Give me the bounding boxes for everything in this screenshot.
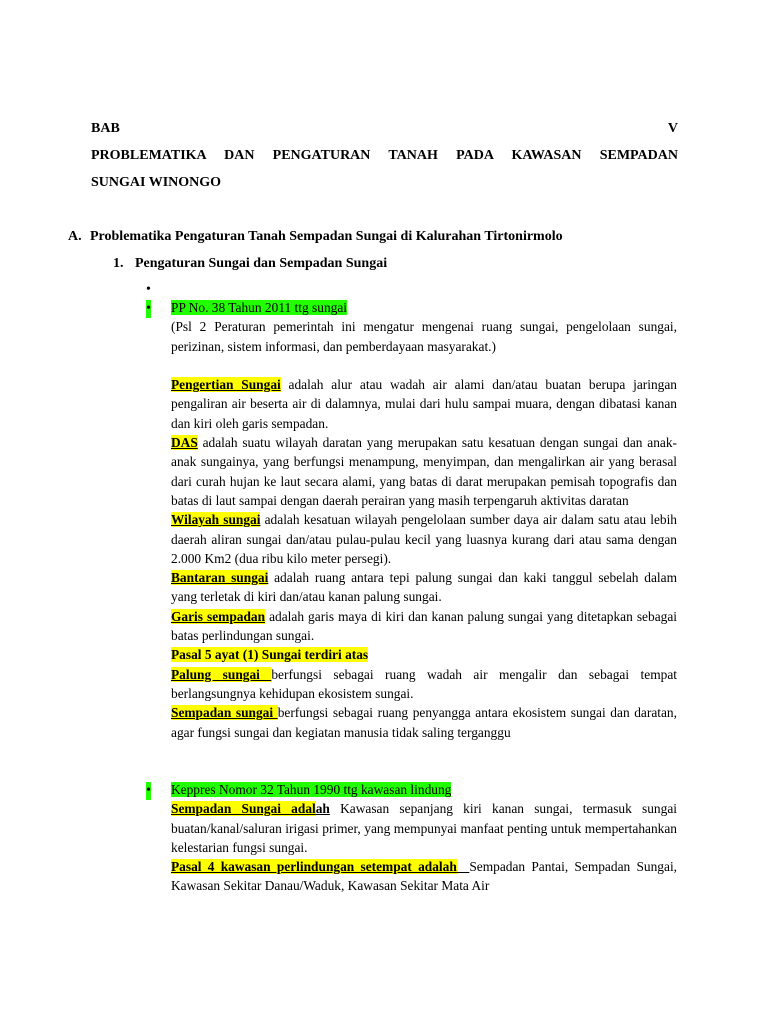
definition-term: DAS [171, 435, 198, 451]
block2-heading: Keppres Nomor 32 Tahun 1990 ttg kawasan lindung [171, 782, 452, 797]
subsection-1-marker: 1. [113, 256, 124, 271]
section-a-marker: A. [68, 229, 82, 244]
pasal5-heading [171, 645, 677, 664]
palung-paragraph [171, 665, 677, 704]
definition-text: adalah ruang antara tepi palung sungai dan kaki tanggul sebelah dalam yang terletak di kiri dan/atau kanan palung sungai. [171, 570, 677, 605]
pasal4-spacer [457, 859, 470, 874]
bullet-block1: • [146, 301, 151, 316]
chapter-title-line1: PROBLEMATIKA DAN PENGATURAN TANAH PADA KAWASAN SEMPADAN [91, 148, 678, 163]
pasal5-text: Pasal 5 ayat (1) Sungai terdiri atas [171, 647, 369, 663]
block1-heading: PP No. 38 Tahun 2011 ttg sungai [171, 300, 347, 315]
pasal4-text: Sempadan Pantai, Sempadan Sungai, Kawasan Sekitar Danau/Waduk, Kawasan Sekitar Mata Air [171, 859, 678, 894]
sempadan-text: berfungsi sebagai ruang penyangga antara ekosistem sungai dan daratan, agar fungsi sungai dan kegiatan manusia tidak saling terganggu [171, 705, 677, 740]
pasal4-term: Pasal 4 kawasan perlindungan setempat adalah [171, 859, 457, 875]
block2-definition [171, 799, 677, 857]
definition-term: Pengertian Sungai [171, 377, 281, 393]
section-a-heading [68, 228, 563, 246]
definition-paragraph [171, 568, 677, 607]
subsection-1-title: Pengaturan Sungai dan Sempadan Sungai [135, 256, 388, 271]
definition-paragraph [171, 510, 677, 568]
chapter-number: V [667, 121, 678, 136]
definition-term: Garis sempadan [171, 608, 266, 624]
definition-text: adalah suatu wilayah daratan yang merupakan satu kesatuan dengan sungai dan anak-anak sungainya, yang berfungsi menampung, menyimpan, dan mengalirkan air yang berasal dari curah hujan ke laut secara alami, yang batas di darat merupakan pemisah topografis dan batas di laut sampai dengan daerah perairan yang masih terpengaruh aktivitas daratan [171, 435, 677, 508]
block2-definition-text: Kawasan sepanjang kiri kanan sungai, termasuk sungai buatan/kanal/saluran irigasi primer, yang mempunyai manfaat penting untuk mempertahankan kelestarian fungsi sungai. [171, 801, 677, 855]
chapter-label-row [91, 120, 678, 138]
empty-bullet: • [146, 282, 151, 297]
definition-term: Wilayah sungai [171, 512, 261, 528]
block2-content [171, 780, 677, 896]
definition-text: adalah kesatuan wilayah pengelolaan sumber daya air dalam satu atau lebih daerah aliran sungai dan/atau pulau-pulau kecil yang luasnya kurang dari atau sama dengan 2.000 Km2 (dua ribu kilo meter persegi). [171, 512, 677, 566]
sempadan-term: Sempadan sungai [171, 705, 278, 721]
block2-term-highlighted: Sempadan Sungai adal [171, 801, 316, 817]
definition-text: adalah garis maya di kiri dan kanan palung sungai yang ditetapkan sebagai batas perlindungan sungai. [171, 608, 678, 644]
block1-intro: (Psl 2 Peraturan pemerintah ini mengatur mengenai ruang sungai, pengelolaan sungai, perizinan, sistem informasi, dan pemberdayaan masyarakat.) [171, 319, 677, 354]
sempadan-paragraph [171, 703, 677, 742]
block1-content [171, 298, 677, 742]
chapter-title-line2: SUNGAI WINONGO [91, 175, 222, 190]
chapter-label: BAB [91, 121, 120, 136]
block2-term-rest: ah [315, 801, 330, 817]
section-a-title: Problematika Pengaturan Tanah Sempadan Sungai di Kalurahan Tirtonirmolo [90, 229, 563, 244]
palung-term: Palung sungai [171, 666, 272, 682]
definition-paragraph [171, 433, 677, 510]
pasal4-paragraph [171, 857, 677, 896]
subsection-1-heading [113, 255, 387, 273]
definition-text: adalah alur atau wadah air alami dan/atau buatan berupa jaringan pengaliran air beserta air di dalamnya, mulai dari hulu sampai muara, dengan dibatasi kanan dan kiri oleh garis sempadan. [171, 377, 677, 431]
definition-term: Bantaran sungai [171, 570, 269, 586]
definition-paragraph [171, 375, 677, 433]
palung-text: berfungsi sebagai ruang wadah air mengalir dan sebagai tempat berlangsungnya kehidupan ekosistem sungai. [171, 666, 677, 701]
definition-paragraph [171, 607, 677, 646]
bullet-block2: • [146, 783, 151, 798]
